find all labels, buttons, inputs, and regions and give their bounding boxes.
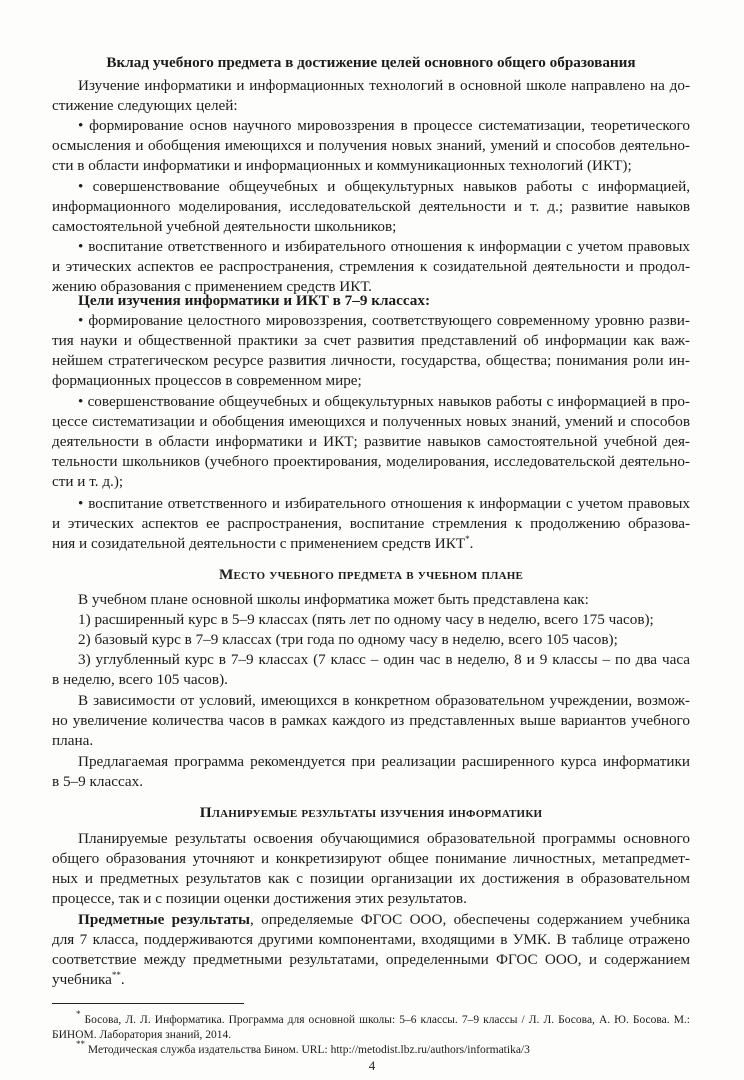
paragraph-line: и этических аспектов ее распространения, воспитание стремления к продолжению образова- [52, 515, 690, 532]
footnote-ref[interactable]: * [465, 534, 470, 544]
section-title-goals: Цели изучения информатики и ИКТ в 7–9 классах: [78, 292, 430, 309]
footnote-1-cont: БИНОМ. Лаборатория знаний, 2014. [52, 1029, 232, 1041]
bullet-line: • совершенствование общеучебных и общекультурных навыков работы с информацией, [78, 178, 690, 195]
paragraph-line: Предлагаемая программа рекомендуется при реализации расширенного курса информатики [78, 753, 690, 770]
paragraph-line: деятельности в области информатики и ИКТ; развитие навыков самостоятельной учебной дея- [52, 433, 690, 450]
bullet-line: • воспитание ответственного и избирательного отношения к информации с учетом правовых [78, 238, 690, 255]
page-number: 4 [368, 1058, 376, 1073]
bold-lead: Предметные результаты [78, 911, 251, 928]
paragraph-line: плана. [52, 732, 94, 749]
paragraph-line: ния и созидательной деятельности с применением средств ИКТ*. [52, 534, 474, 552]
paragraph-line: тельности школьников (учебного проектирования, моделирования, исследовательской деятельно- [52, 453, 690, 470]
paragraph-line: Предметные результаты, определяемые ФГОС ООО, обеспечены содержанием учебника [78, 911, 691, 928]
paragraph-line: В зависимости от условий, имеющихся в конкретном образовательном учреждении, возмож- [78, 692, 690, 709]
paragraph-line: осмысления и обобщения имеющихся и получения новых знаний, умений и способов деятельно- [52, 137, 690, 154]
list-item: 2) базовый курс в 7–9 классах (три года по одному часу в неделю, всего 105 часов); [78, 631, 618, 648]
paragraph-line: сти и т. д.); [52, 473, 124, 490]
paragraph-line: в 5–9 классах. [52, 773, 144, 790]
paragraph-line: для 7 класса, поддерживаются другими компонентами, входящими в УМК. В таблице отражено [52, 931, 690, 948]
paragraph-line: информационного моделирования, исследовательской деятельности и т. д.; развитие навыков [52, 198, 690, 215]
paragraph-line: общего образования уточняют и конкретизируют общее понимание личностных, метапредмет- [52, 850, 690, 867]
paragraph-line: формационных процессов в современном мире; [52, 372, 362, 389]
paragraph-line: Изучение информатики и информационных технологий в основной школе направлено на до- [78, 77, 690, 94]
section-title-planned-results: Планируемые результаты изучения информатики [199, 804, 543, 821]
bullet-line: • формирование основ научного мировоззрения в процессе систематизации, теоретического [78, 117, 690, 134]
paragraph-line: и этических аспектов ее распространения, стремления к созидательной деятельности и продол- [52, 258, 690, 275]
footnote-divider [52, 1003, 244, 1004]
paragraph-line: но увеличение количества часов в рамках каждого из представленных выше вариантов учебного [52, 712, 690, 729]
paragraph-line: учебника**. [52, 970, 125, 988]
paragraph-line: сти в области информатики и информационных и коммуникационных технологий (ИКТ); [52, 157, 632, 174]
bullet-line: • формирование целостного мировоззрения, соответствующего современному уровню разви- [78, 312, 690, 329]
paragraph-line: В учебном плане основной школы информатика может быть представлена как: [78, 591, 589, 608]
paragraph-line: нейшем стратегическом ресурсе развития личности, государства, общества; понимания роли ин- [52, 352, 690, 369]
paragraph-line: жению образования с применением средств ИКТ. [52, 278, 372, 295]
paragraph-line: соответствие между предметными результатами, определенными ФГОС ООО, и содержанием [52, 951, 690, 968]
footnote-ref[interactable]: ** [111, 970, 121, 980]
section-title-curriculum-place: Место учебного предмета в учебном плане [218, 566, 524, 583]
footnote-1: * Босова, Л. Л. Информатика. Программа для основной школы: 5–6 классы. 7–9 классы / Л. Л. Босова, А. Ю. Босова. М.: [76, 1009, 690, 1026]
list-item: 3) углубленный курс в 7–9 классах (7 класс – один час в неделю, 8 и 9 классы – по два часа [78, 651, 690, 668]
paragraph-line: цессе систематизации и обобщения имеющихся и полученных новых знаний, умений и способов [52, 413, 690, 430]
paragraph-line: процессе, так и с позиции оценки достижения этих результатов. [52, 890, 467, 907]
paragraph-line: в неделю, всего 105 часов). [52, 671, 228, 688]
paragraph-line: тия науки и общественной практики за счет развития представлений об информации как важ- [52, 332, 690, 349]
paragraph-line: ных и предметных результатов как с позиции организации их достижения в образовательном [52, 870, 690, 887]
list-item: 1) расширенный курс в 5–9 классах (пять лет по одному часу в неделю, всего 175 часов); [78, 611, 654, 628]
paragraph-line: Планируемые результаты освоения обучающимися образовательной программы основного [78, 830, 690, 847]
paragraph-line: самостоятельной учебной деятельности школьников; [52, 218, 397, 235]
section-title-contribution: Вклад учебного предмета в достижение целей основного общего образования [106, 54, 636, 71]
bullet-line: • воспитание ответственного и избирательного отношения к информации с учетом правовых [78, 495, 690, 512]
footnote-2: ** Методическая служба издательства Бином. URL: http://metodist.lbz.ru/authors/informatika/3 [76, 1039, 530, 1056]
bullet-line: • совершенствование общеучебных и общекультурных навыков работы с информацией в про- [78, 393, 690, 410]
paragraph-line: стижение следующих целей: [52, 97, 238, 114]
